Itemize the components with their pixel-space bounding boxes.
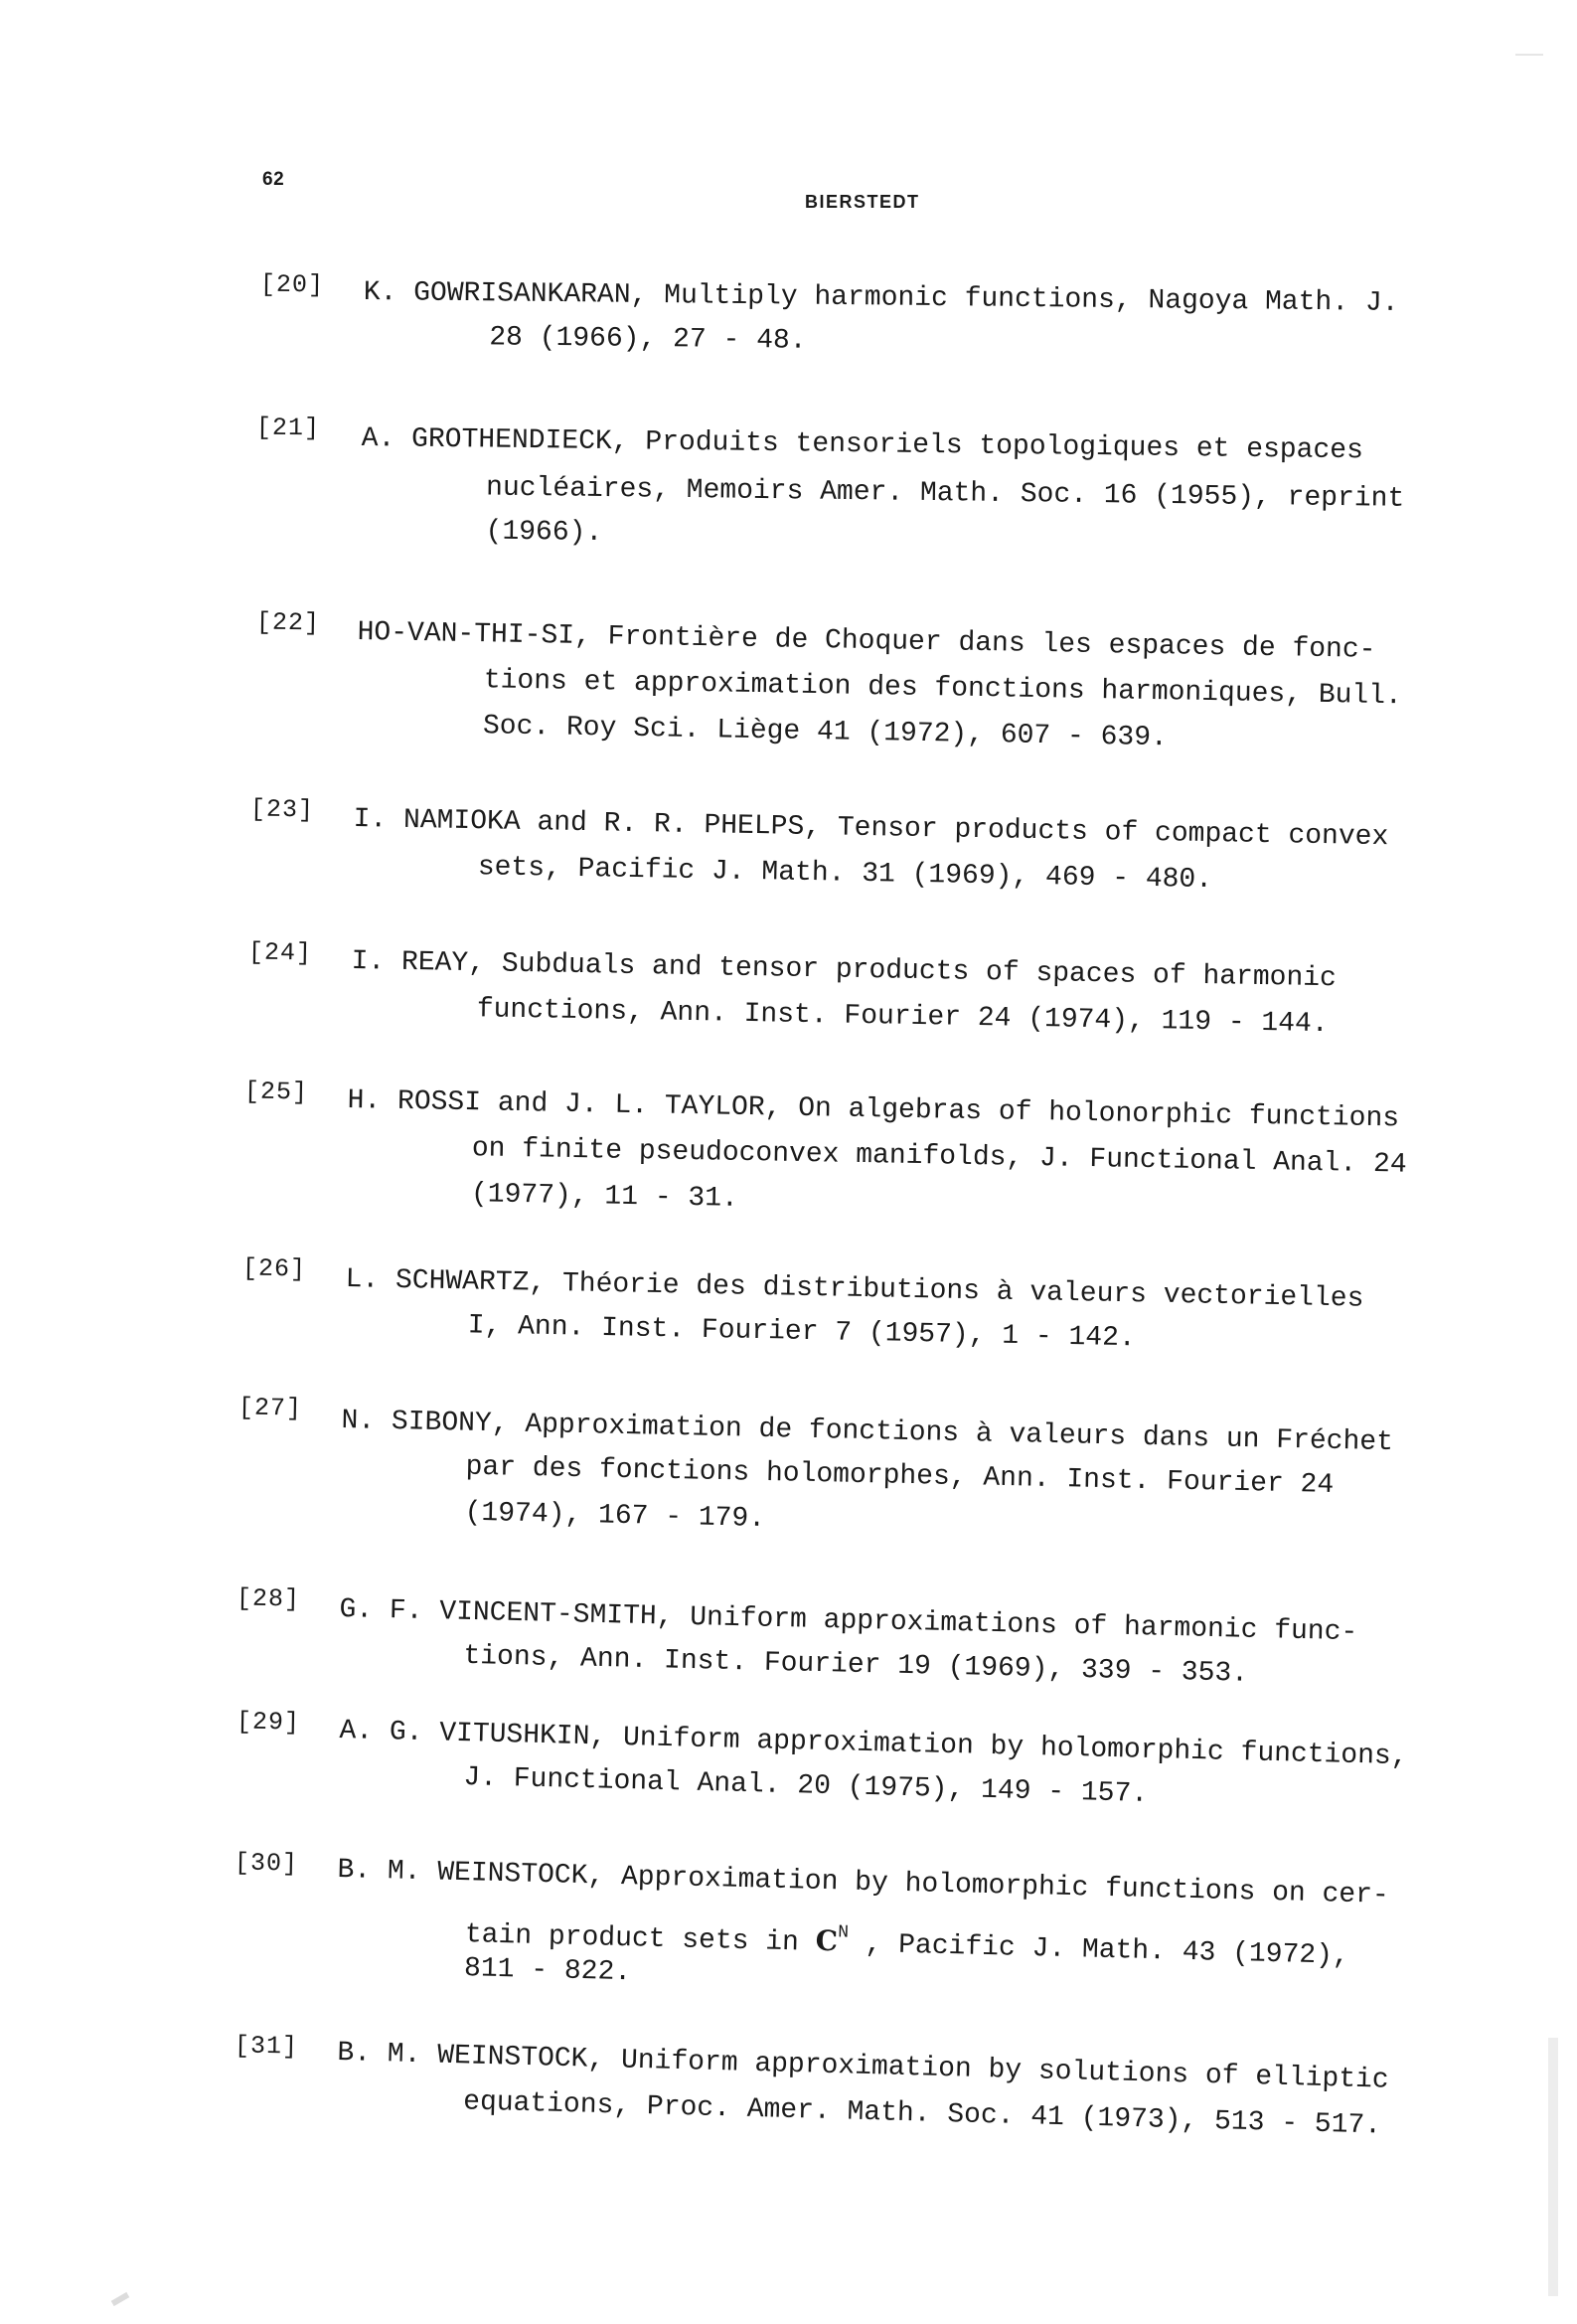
scan-speck (111, 2292, 130, 2306)
page-number: 62 (262, 169, 285, 190)
reference-line: K. GOWRISANKARAN, Multiply harmonic functions, Nagoya Math. J. (363, 276, 1399, 319)
reference-line: B. M. WEINSTOCK, Uniform approximation by solutions of elliptic (337, 2037, 1390, 2096)
reference-line: Soc. Roy Sci. Liège 41 (1972), 607 - 639. (482, 711, 1169, 754)
reference-line: N. SIBONY, Approximation de fonctions à valeurs dans un Fréchet (341, 1405, 1394, 1459)
reference-line: I. NAMIOKA and R. R. PHELPS, Tensor products of compact convex (353, 803, 1389, 854)
reference-line: tions et approximation des fonctions harmoniques, Bull. (483, 665, 1403, 713)
reference-line: A. G. VITUSHKIN, Uniform approximation by holomorphic functions, (339, 1715, 1408, 1773)
reference-label: [26] (241, 1253, 307, 1284)
reference-line: H. ROSSI and J. L. TAYLOR, On algebras of holonorphic functions (347, 1084, 1400, 1135)
reference-line: tions, Ann. Inst. Fourier 19 (1969), 339 - 353. (463, 1640, 1249, 1690)
reference-line: sets, Pacific J. Math. 31 (1969), 469 - 480. (477, 852, 1213, 897)
reference-line-text: tain product sets in (464, 1919, 817, 1959)
reference-line: A. GROTHENDIECK, Produits tensoriels topologiques et espaces (361, 422, 1364, 467)
complex-space-symbol: C (815, 1923, 839, 1958)
reference-label: [23] (249, 794, 315, 825)
reference-line: G. F. VINCENT-SMITH, Uniform approximations of harmonic func- (339, 1593, 1358, 1649)
reference-line: I. REAY, Subduals and tensor products of spaces of harmonic (351, 945, 1338, 995)
reference-label: [20] (259, 269, 325, 300)
reference-line: HO-VAN-THI-SI, Frontière de Choquer dans les espaces de fonc- (357, 616, 1376, 666)
reference-line: L. SCHWARTZ, Théorie des distributions à valeurs vectorielles (345, 1263, 1364, 1315)
reference-line: (1977), 11 - 31. (470, 1179, 739, 1215)
reference-label: [28] (236, 1583, 301, 1614)
reference-line: I, Ann. Inst. Fourier 7 (1957), 1 - 142. (467, 1310, 1137, 1355)
reference-line: B. M. WEINSTOCK, Approximation by holomorphic functions on cer- (337, 1854, 1390, 1911)
reference-label: [22] (255, 607, 321, 638)
reference-label: [24] (247, 937, 313, 968)
reference-line: functions, Ann. Inst. Fourier 24 (1974), 119 - 144. (476, 994, 1329, 1041)
reference-line: 28 (1966), 27 - 48. (489, 322, 807, 357)
scan-speck (1515, 54, 1543, 56)
reference-line: nucléaires, Memoirs Amer. Math. Soc. 16 (1955), reprint (485, 472, 1405, 515)
reference-label: [30] (234, 1848, 299, 1879)
reference-line: on finite pseudoconvex manifolds, J. Functional Anal. 24 (471, 1133, 1407, 1181)
reference-label: [27] (237, 1393, 303, 1423)
reference-line: (1974), 167 - 179. (464, 1497, 766, 1535)
reference-label: [31] (234, 2031, 299, 2062)
reference-label: [29] (236, 1707, 301, 1738)
reference-line: (1966). (485, 516, 603, 549)
reference-line-text: , Pacific J. Math. 43 (1972), (848, 1928, 1350, 1972)
reference-line: J. Functional Anal. 20 (1975), 149 - 157. (462, 1762, 1149, 1810)
reference-label: [21] (255, 413, 321, 443)
reference-line: equations, Proc. Amer. Math. Soc. 41 (1973), 513 - 517. (462, 2086, 1382, 2142)
scan-edge-noise (1548, 2038, 1558, 2296)
running-head: BIERSTEDT (805, 192, 920, 212)
reference-line: 811 - 822. (463, 1953, 632, 1989)
superscript: N (838, 1922, 850, 1943)
reference-line: par des fonctions holomorphes, Ann. Inst. Fourier 24 (465, 1451, 1335, 1501)
reference-label: [25] (243, 1077, 309, 1107)
